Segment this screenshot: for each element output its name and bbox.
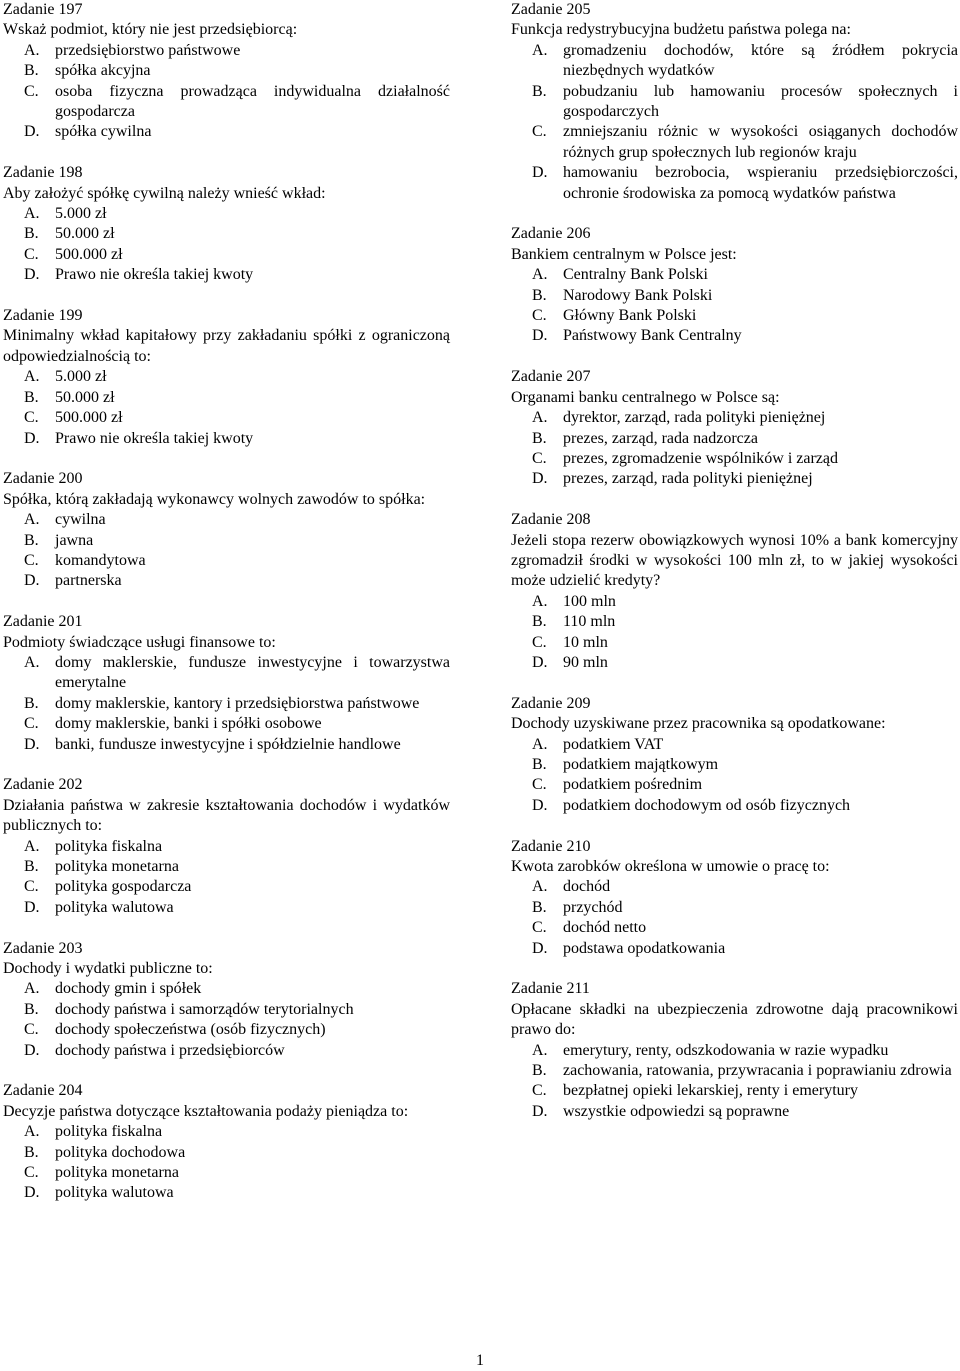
option-letter: C. [24, 245, 39, 263]
option-text: domy maklerskie, banki i spółki osobowe [55, 715, 322, 733]
option-letter: D. [532, 653, 548, 671]
option-letter: A. [24, 837, 40, 855]
option-letter: C. [532, 123, 547, 141]
option-text: 50.000 zł [55, 388, 115, 406]
option-text: spółka cywilna [55, 123, 152, 141]
question-text: Funkcja redystrybucyjna budżetu państwa polega na: [511, 21, 851, 39]
option-letter: A. [24, 205, 40, 223]
option-letter: C. [24, 409, 39, 427]
option-text: jawna [55, 531, 94, 549]
question-block [3, 0, 450, 143]
question-text: Spółka, którą zakładają wykonawcy wolnych zawodów to spółka: [3, 490, 426, 508]
option-text: 5.000 zł [55, 368, 107, 386]
option-letter: D. [532, 164, 548, 182]
option-text: Prawo nie określa takiej kwoty [55, 266, 254, 284]
question-block [511, 837, 958, 959]
answer-option [511, 122, 958, 163]
question-block [511, 510, 958, 673]
option-text: 5.000 zł [55, 205, 107, 223]
answer-option [3, 653, 450, 694]
option-letter: D. [24, 1184, 40, 1202]
answer-option [511, 918, 958, 938]
answer-option [3, 531, 450, 551]
question-title: Zadanie 208 [511, 511, 591, 529]
answer-option [511, 265, 958, 285]
option-text: dochody państwa i przedsiębiorców [55, 1041, 285, 1059]
option-text: prezes, zarząd, rada polityki pieniężnej [563, 470, 813, 488]
question-text: Jeżeli stopa rezerw obowiązkowych wynosi 10% a bank komercyjny zgromadził środki w wysokości 100 mln zł, to w jakiej wysokości może udzielić kredyty? [511, 531, 958, 590]
right-column [511, 0, 958, 1143]
question-text: Działania państwa w zakresie kształtowania dochodów i wydatków publicznych to: [3, 796, 450, 835]
question-text: Wskaż podmiot, który nie jest przedsiębiorcą: [3, 21, 298, 39]
question-title: Zadanie 205 [511, 1, 591, 18]
option-letter: C. [24, 1021, 39, 1039]
question-title: Zadanie 203 [3, 939, 83, 957]
answer-option [511, 469, 958, 489]
option-letter: D. [24, 572, 40, 590]
question-block [3, 1081, 450, 1203]
option-text: osoba fizyczna prowadząca indywidualna działalność gospodarcza [55, 82, 450, 121]
answer-option [3, 979, 450, 999]
answer-option [3, 1020, 450, 1040]
question-block [3, 775, 450, 918]
answer-option [3, 224, 450, 244]
option-text: dochód [563, 878, 611, 896]
option-letter: A. [532, 735, 548, 753]
option-letter: A. [532, 1041, 548, 1059]
option-text: hamowaniu bezrobocia, wspieraniu przedsiębiorczości, ochronie środowiska za pomocą wydatków państwa [563, 164, 958, 202]
answer-option [3, 857, 450, 877]
option-text: podatkiem VAT [563, 735, 664, 753]
option-text: dochód netto [563, 919, 647, 937]
option-letter: C. [24, 551, 39, 569]
option-text: polityka dochodowa [55, 1143, 186, 1161]
option-letter: A. [532, 266, 548, 284]
option-letter: B. [24, 694, 39, 712]
answer-option [3, 204, 450, 224]
answer-option [511, 429, 958, 449]
question-title: Zadanie 197 [3, 1, 83, 18]
question-block [511, 224, 958, 346]
option-letter: A. [24, 653, 40, 671]
option-text: polityka fiskalna [55, 837, 163, 855]
option-letter: C. [532, 919, 547, 937]
answer-option [3, 41, 450, 61]
answer-option [511, 898, 958, 918]
option-text: komandytowa [55, 551, 146, 569]
answer-option [3, 1041, 450, 1061]
option-letter: C. [532, 1082, 547, 1100]
option-letter: B. [532, 429, 547, 447]
option-letter: D. [24, 123, 40, 141]
question-title: Zadanie 200 [3, 470, 83, 488]
question-text: Organami banku centralnego w Polsce są: [511, 388, 780, 406]
option-letter: D. [24, 266, 40, 284]
question-text: Bankiem centralnym w Polsce jest: [511, 245, 737, 263]
question-title: Zadanie 206 [511, 225, 591, 243]
question-block [3, 469, 450, 591]
option-letter: B. [24, 225, 39, 243]
option-letter: D. [532, 1102, 548, 1120]
option-text: cywilna [55, 511, 106, 529]
answer-option [3, 408, 450, 428]
question-title: Zadanie 211 [511, 980, 590, 998]
option-letter: A. [24, 1123, 40, 1141]
question-text: Decyzje państwa dotyczące kształtowania podaży pieniądza to: [3, 1102, 409, 1120]
answer-option [3, 694, 450, 714]
option-text: 90 mln [563, 653, 608, 671]
option-letter: C. [24, 715, 39, 733]
answer-option [511, 653, 958, 673]
option-letter: B. [24, 388, 39, 406]
question-text: Podmioty świadczące usługi finansowe to: [3, 633, 276, 651]
option-letter: B. [24, 1000, 39, 1018]
option-text: 100 mln [563, 592, 616, 610]
question-title: Zadanie 201 [3, 613, 83, 631]
answer-option [3, 1183, 450, 1203]
option-letter: C. [532, 449, 547, 467]
option-letter: B. [532, 755, 547, 773]
answer-option [511, 1041, 958, 1061]
question-title: Zadanie 210 [511, 837, 591, 855]
answer-option [3, 245, 450, 265]
option-text: dochody państwa i samorządów terytorialnych [55, 1000, 354, 1018]
answer-option [511, 1061, 958, 1081]
answer-option [3, 877, 450, 897]
option-letter: D. [532, 939, 548, 957]
option-text: zmniejszaniu różnic w wysokości osiąganych dochodów różnych grup społecznych lub regionów kraju [563, 123, 958, 161]
question-block [3, 306, 450, 449]
option-text: dyrektor, zarząd, rada polityki pieniężnej [563, 409, 826, 427]
option-letter: D. [532, 796, 548, 814]
option-text: Narodowy Bank Polski [563, 286, 713, 304]
answer-option [3, 714, 450, 734]
option-letter: A. [24, 41, 40, 59]
option-text: dochody gmin i spółek [55, 980, 202, 998]
option-letter: D. [24, 898, 40, 916]
question-block [3, 163, 450, 285]
question-block [511, 979, 958, 1122]
question-title: Zadanie 199 [3, 307, 83, 325]
answer-option [3, 429, 450, 449]
question-title: Zadanie 204 [3, 1082, 83, 1100]
option-letter: A. [24, 368, 40, 386]
option-text: Centralny Bank Polski [563, 266, 708, 284]
option-letter: B. [24, 531, 39, 549]
answer-option [511, 775, 958, 795]
option-letter: A. [24, 980, 40, 998]
option-text: 10 mln [563, 633, 608, 651]
left-column [3, 0, 450, 1224]
answer-option [3, 367, 450, 387]
option-text: polityka monetarna [55, 1164, 179, 1182]
option-text: przedsiębiorstwo państwowe [55, 41, 241, 59]
option-text: prezes, zarząd, rada nadzorcza [563, 429, 758, 447]
answer-option [3, 571, 450, 591]
question-title: Zadanie 202 [3, 776, 83, 794]
answer-option [511, 877, 958, 897]
question-text: Dochody uzyskiwane przez pracownika są opodatkowane: [511, 715, 886, 733]
option-text: polityka monetarna [55, 857, 179, 875]
option-text: wszystkie odpowiedzi są poprawne [563, 1102, 790, 1120]
option-letter: B. [532, 613, 547, 631]
question-text: Kwota zarobków określona w umowie o pracę to: [511, 857, 830, 875]
question-title: Zadanie 209 [511, 694, 591, 712]
option-letter: B. [532, 898, 547, 916]
answer-option [3, 61, 450, 81]
option-text: prezes, zgromadzenie wspólników i zarząd [563, 449, 838, 467]
question-block [511, 0, 958, 204]
question-block [511, 694, 958, 816]
answer-option [511, 735, 958, 755]
option-letter: B. [24, 62, 39, 80]
answer-option [3, 837, 450, 857]
option-text: podatkiem dochodowym od osób fizycznych [563, 796, 851, 814]
option-text: dochody społeczeństwa (osób fizycznych) [55, 1021, 326, 1039]
option-letter: C. [24, 82, 39, 100]
option-text: Prawo nie określa takiej kwoty [55, 429, 254, 447]
question-text: Dochody i wydatki publiczne to: [3, 960, 213, 977]
option-text: 500.000 zł [55, 409, 123, 427]
answer-option [3, 82, 450, 123]
option-text: polityka gospodarcza [55, 878, 192, 896]
answer-option [3, 735, 450, 755]
option-text: Państwowy Bank Centralny [563, 327, 742, 345]
answer-option [511, 82, 958, 123]
option-letter: D. [24, 1041, 40, 1059]
answer-option [511, 939, 958, 959]
answer-option [511, 163, 958, 204]
question-block [3, 612, 450, 755]
option-text: polityka walutowa [55, 898, 174, 916]
answer-option [3, 122, 450, 142]
option-text: zachowania, ratowania, przywracania i poprawianiu zdrowia [563, 1062, 952, 1080]
answer-option [3, 551, 450, 571]
answer-option [511, 408, 958, 428]
option-letter: B. [532, 82, 547, 100]
option-letter: C. [532, 633, 547, 651]
answer-option [3, 388, 450, 408]
answer-option [511, 592, 958, 612]
option-letter: B. [532, 286, 547, 304]
option-text: polityka fiskalna [55, 1123, 163, 1141]
option-letter: C. [532, 776, 547, 794]
answer-option [511, 306, 958, 326]
option-text: podatkiem majątkowym [563, 755, 719, 773]
option-text: banki, fundusze inwestycyjne i spółdzielnie handlowe [55, 735, 401, 753]
answer-option [511, 755, 958, 775]
option-letter: D. [532, 327, 548, 345]
option-letter: C. [532, 307, 547, 325]
option-text: emerytury, renty, odszkodowania w razie wypadku [563, 1041, 889, 1059]
answer-option [511, 612, 958, 632]
option-letter: D. [532, 470, 548, 488]
option-letter: B. [24, 1143, 39, 1161]
answer-option [511, 1081, 958, 1101]
answer-option [3, 1122, 450, 1142]
option-text: przychód [563, 898, 623, 916]
option-letter: A. [24, 511, 40, 529]
page-number: 1 [476, 1352, 484, 1369]
answer-option [511, 1102, 958, 1122]
answer-option [511, 326, 958, 346]
answer-option [3, 1000, 450, 1020]
option-text: 500.000 zł [55, 245, 123, 263]
option-letter: A. [532, 592, 548, 610]
option-text: domy maklerskie, fundusze inwestycyjne i towarzystwa emerytalne [55, 653, 450, 692]
option-text: pobudzaniu lub hamowaniu procesów społecznych i gospodarczych [563, 82, 958, 121]
option-text: gromadzeniu dochodów, które są źródłem pokrycia niezbędnych wydatków [563, 41, 958, 80]
question-block [3, 939, 450, 1061]
option-letter: C. [24, 1164, 39, 1182]
option-text: partnerska [55, 572, 122, 590]
option-text: bezpłatnej opieki lekarskiej, renty i emerytury [563, 1082, 858, 1100]
answer-option [511, 41, 958, 82]
option-letter: B. [532, 1062, 547, 1080]
option-text: 110 mln [563, 613, 616, 631]
option-letter: A. [532, 878, 548, 896]
option-text: 50.000 zł [55, 225, 115, 243]
answer-option [3, 265, 450, 285]
question-title: Zadanie 207 [511, 368, 591, 386]
question-block [511, 367, 958, 489]
question-text: Opłacane składki na ubezpieczenia zdrowotne dają pracownikowi prawo do: [511, 1000, 958, 1039]
option-letter: A. [532, 409, 548, 427]
question-title: Zadanie 198 [3, 164, 83, 182]
option-letter: B. [24, 857, 39, 875]
question-text: Minimalny wkład kapitałowy przy zakładaniu spółki z ograniczoną odpowiedzialnością to: [3, 327, 450, 365]
answer-option [511, 796, 958, 816]
answer-option [511, 633, 958, 653]
option-letter: A. [532, 41, 548, 59]
option-text: domy maklerskie, kantory i przedsiębiorstwa państwowe [55, 694, 420, 712]
option-letter: D. [24, 735, 40, 753]
answer-option [3, 1143, 450, 1163]
option-text: podatkiem pośrednim [563, 776, 703, 794]
option-text: podstawa opodatkowania [563, 939, 726, 957]
option-letter: D. [24, 429, 40, 447]
answer-option [3, 898, 450, 918]
option-text: Główny Bank Polski [563, 307, 697, 325]
answer-option [511, 449, 958, 469]
option-letter: C. [24, 878, 39, 896]
answer-option [3, 1163, 450, 1183]
answer-option [511, 286, 958, 306]
option-text: polityka walutowa [55, 1184, 174, 1202]
option-text: spółka akcyjna [55, 62, 151, 80]
answer-option [3, 510, 450, 530]
question-text: Aby założyć spółkę cywilną należy wnieść wkład: [3, 184, 326, 202]
